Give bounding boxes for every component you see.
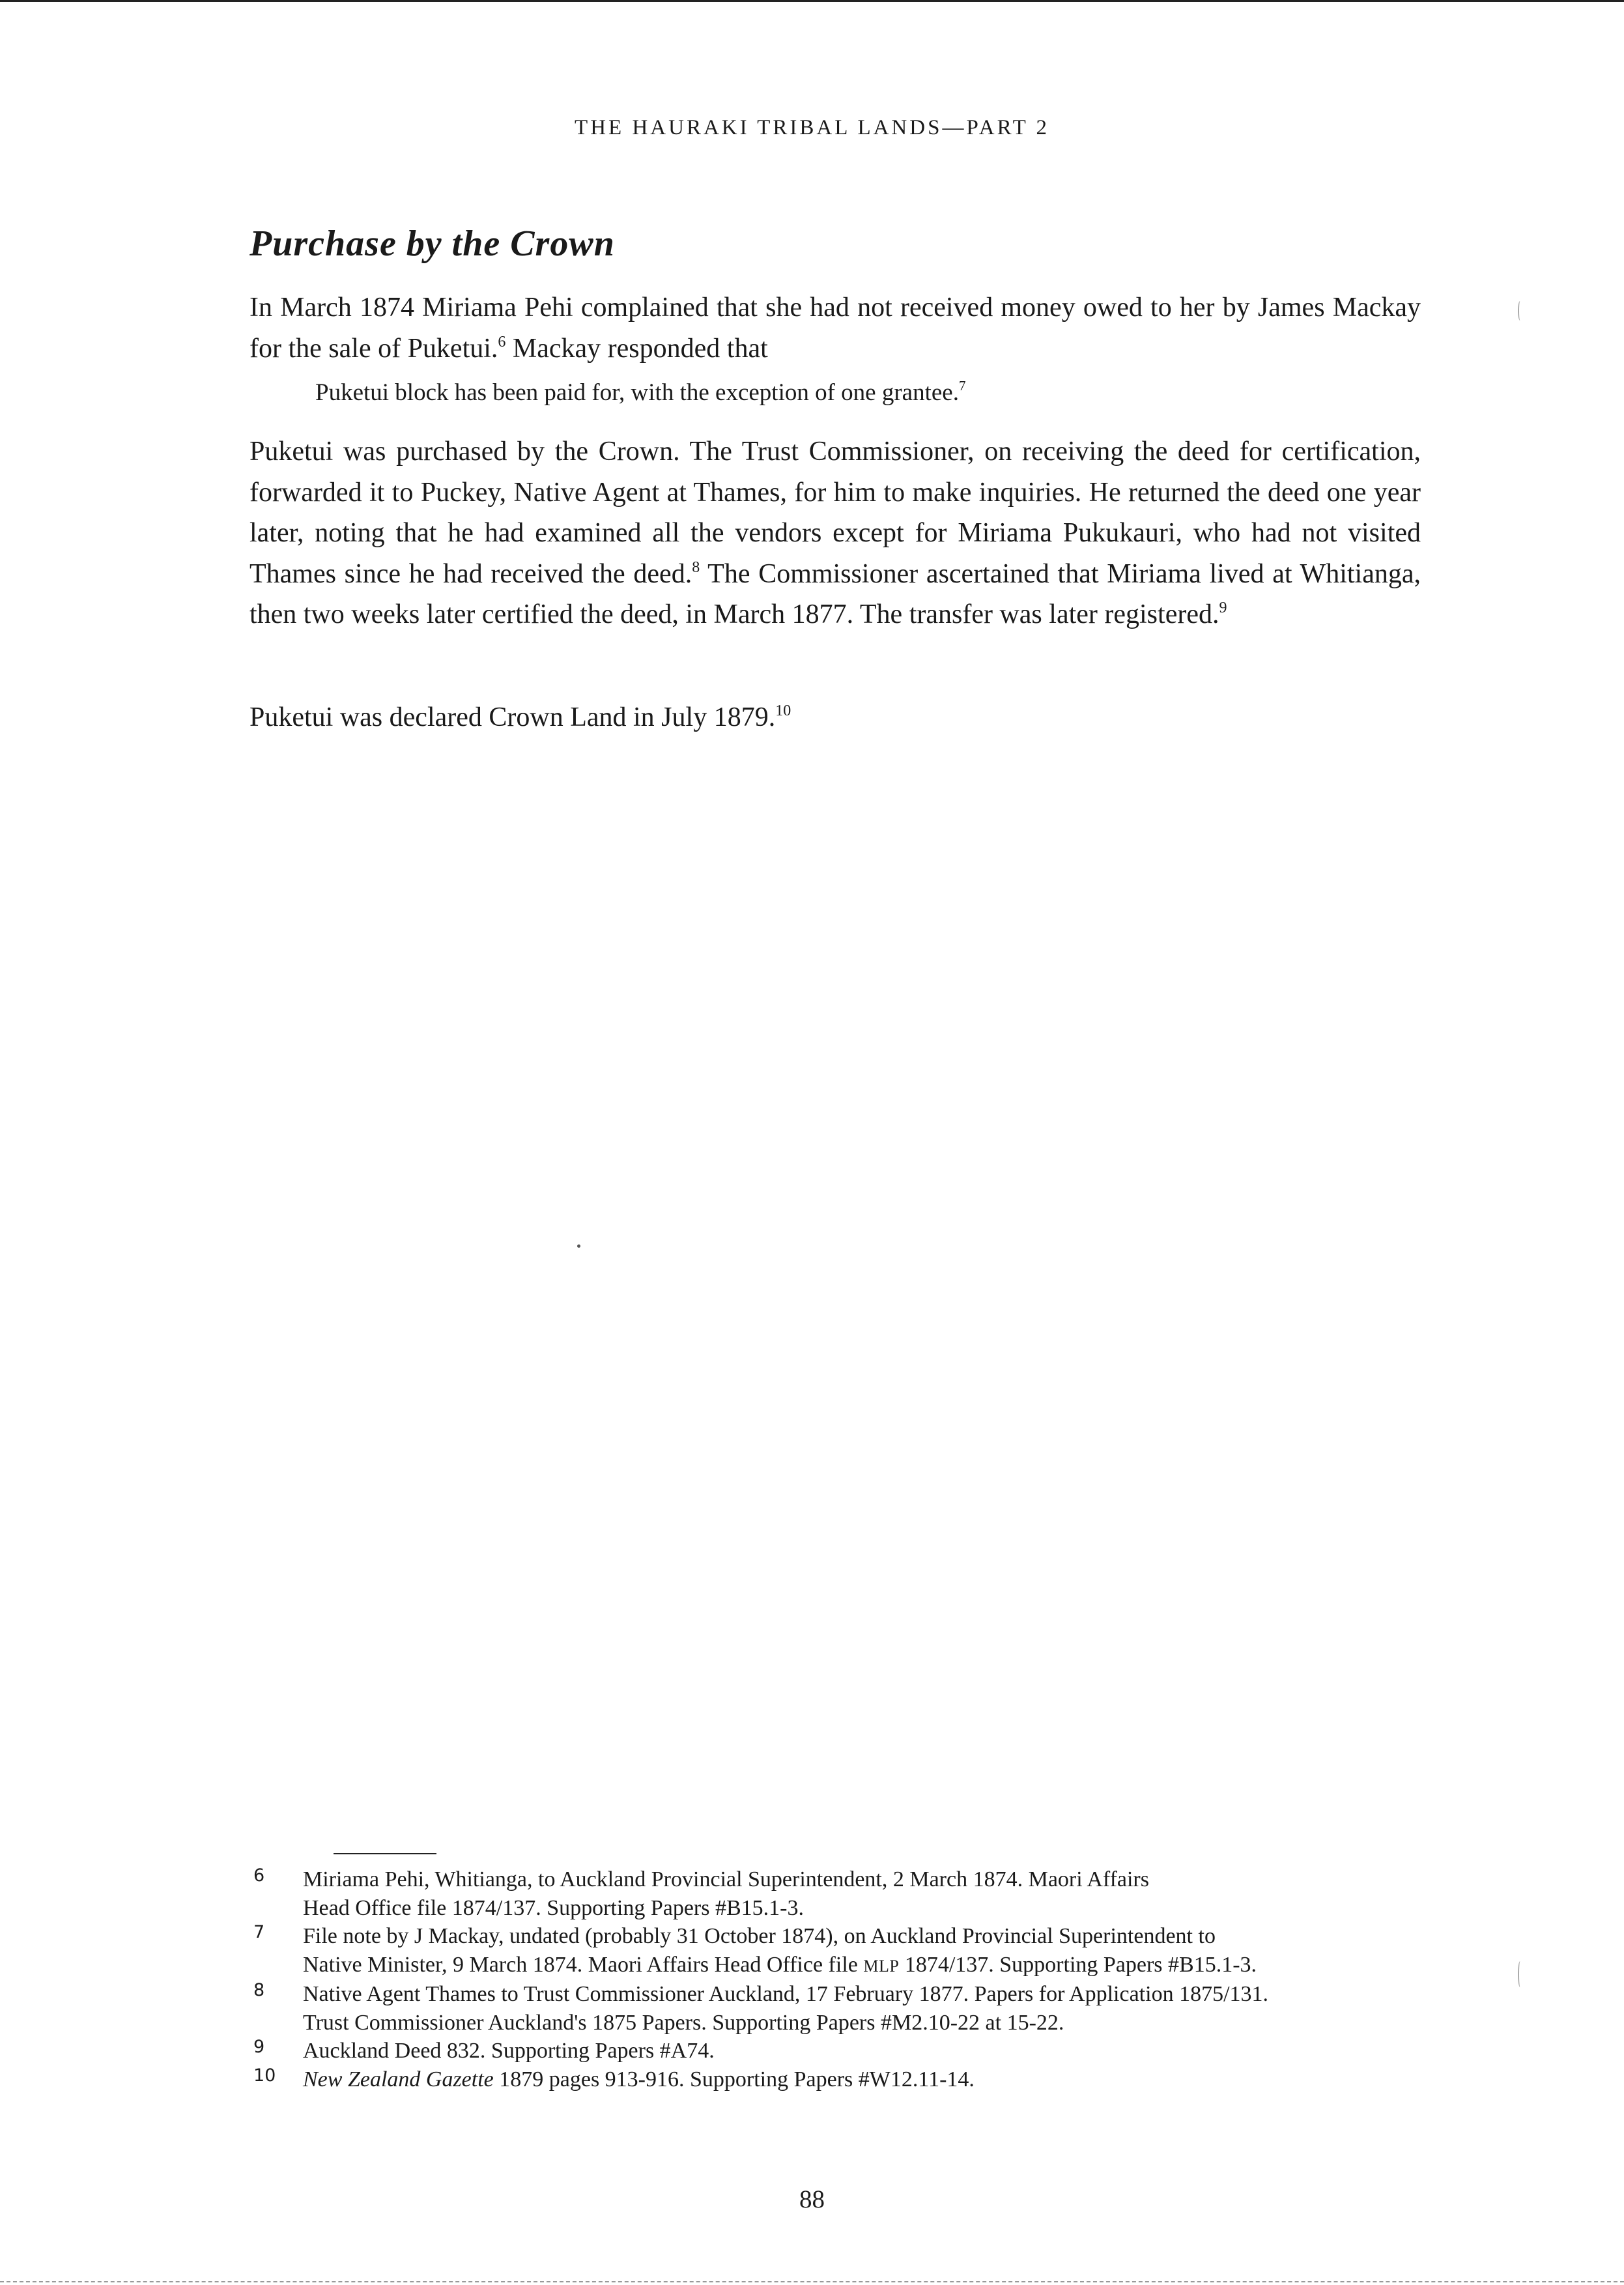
paragraph-2 xyxy=(249,431,1421,635)
footnote-8 xyxy=(249,1980,1461,2037)
footnote-ref-9[interactable]: 9 xyxy=(1219,599,1227,616)
footnote-ref-8[interactable]: 8 xyxy=(692,558,700,576)
footnote-number: 6 xyxy=(253,1865,265,1886)
margin-mark xyxy=(1518,301,1522,321)
paragraph-2-text-b: The Commissioner ascertained that Miriama lived at Whitianga, then two weeks later certified the deed, in March 1877. The transfer was later registered. xyxy=(249,558,1421,629)
paragraph-2-text-a: Puketui was purchased by the Crown. The Trust Commissioner, on receiving the deed for certification, forwarded it to Puckey, Native Agent at Thames, for him to make inquiries. He returned the deed one year later, noting that he had examined all the vendors except for Miriama Pukukauri, who had not visited Thames since he had received the deed. xyxy=(249,437,1421,589)
footnote-line: File note by J Mackay, undated (probably 31 October 1874), on Auckland Provincial Superintendent to xyxy=(303,1924,1216,1948)
footnote-number: 8 xyxy=(253,1980,265,2000)
footnote-number: 9 xyxy=(253,2037,265,2057)
paragraph-3 xyxy=(249,697,1421,738)
scan-speck xyxy=(577,1244,580,1248)
footnote-text: 1874/137. Supporting Papers #B15.1-3. xyxy=(899,1952,1257,1977)
footnote-ref-7[interactable]: 7 xyxy=(958,378,966,394)
footnote-line xyxy=(303,1951,1461,1981)
footnotes xyxy=(249,1865,1461,2093)
paragraph-1 xyxy=(249,287,1421,369)
footnote-7 xyxy=(249,1922,1461,1980)
footnote-line: Trust Commissioner Auckland's 1875 Papers. Supporting Papers #M2.10-22 at 15-22. xyxy=(303,2010,1064,2035)
footnote-line: Auckland Deed 832. Supporting Papers #A74. xyxy=(303,2039,715,2063)
footnote-line xyxy=(303,2065,1461,2094)
scan-edge-top xyxy=(0,0,1624,2)
paragraph-1-text-b: Mackay responded that xyxy=(506,333,768,364)
paragraph-1-text-a: In March 1874 Miriama Pehi complained that she had not received money owed to her by James Mackay for the sale of Puketui. xyxy=(249,293,1421,364)
footnote-text: 1879 pages 913-916. Supporting Papers #W12.11-14. xyxy=(493,2067,975,2091)
footnote-ref-10[interactable]: 10 xyxy=(775,702,791,719)
section-heading: Purchase by the Crown xyxy=(249,223,615,264)
footnote-number: 10 xyxy=(253,2065,276,2086)
footnote-line: Native Agent Thames to Trust Commissioner Auckland, 17 February 1877. Papers for Application 1875/131. xyxy=(303,1982,1269,2006)
block-quote-text: Puketui block has been paid for, with the exception of one grantee. xyxy=(315,379,959,406)
footnote-10 xyxy=(249,2065,1461,2094)
footnote-text: Native Minister, 9 March 1874. Maori Affairs Head Office file xyxy=(303,1952,864,1977)
page-number: 88 xyxy=(799,2185,825,2213)
running-head: THE HAURAKI TRIBAL LANDS—PART 2 xyxy=(575,116,1049,139)
scan-edge-bottom xyxy=(0,2281,1624,2282)
file-code: MLP xyxy=(863,1956,900,1976)
footnote-line: Miriama Pehi, Whitianga, to Auckland Provincial Superintendent, 2 March 1874. Maori Affairs xyxy=(303,1867,1149,1891)
publication-title: New Zealand Gazette xyxy=(303,2067,494,2091)
footnote-number: 7 xyxy=(253,1922,265,1942)
block-quote xyxy=(315,375,965,411)
footnote-line: Head Office file 1874/137. Supporting Papers #B15.1-3. xyxy=(303,1895,804,1920)
margin-mark xyxy=(1518,1961,1522,1987)
footnote-6 xyxy=(249,1865,1461,1922)
footnote-9 xyxy=(249,2037,1461,2065)
footnote-rule xyxy=(334,1853,436,1854)
footnote-ref-6[interactable]: 6 xyxy=(498,333,506,351)
paragraph-3-text: Puketui was declared Crown Land in July 1879. xyxy=(249,702,776,732)
